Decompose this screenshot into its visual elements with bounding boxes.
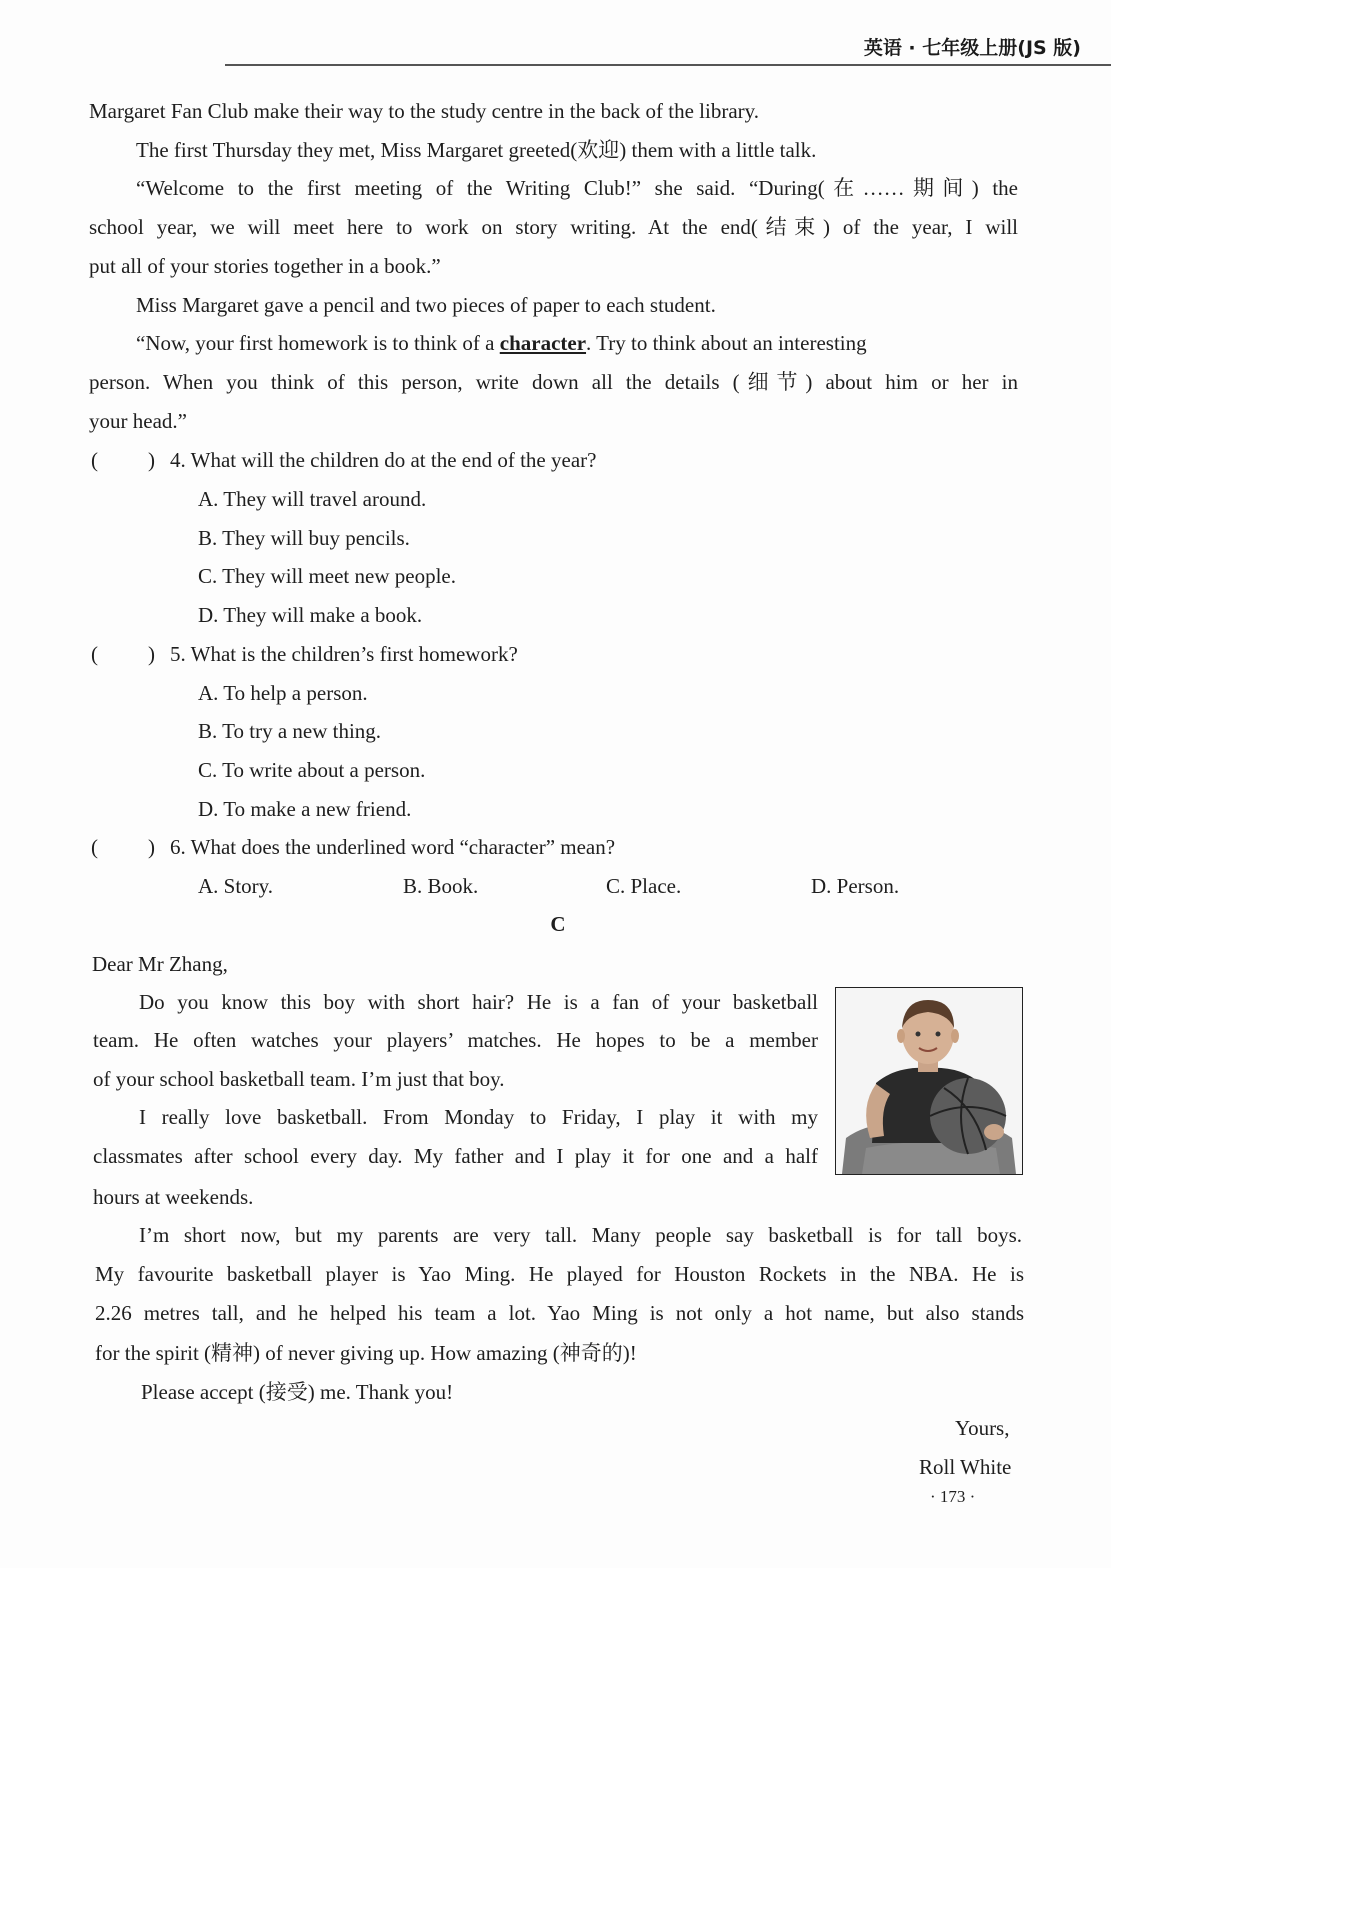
question-stem: 4. What will the children do at the end of the year? <box>170 448 597 472</box>
passage-b-line: person. When you think of this person, write down all the details (细节) about him or her in <box>89 370 1018 394</box>
boy-with-basketball-photo <box>835 987 1023 1175</box>
question-option: A. They will travel around. <box>198 487 427 511</box>
question-option: A. Story. <box>198 874 274 898</box>
letter-greeting: Dear Mr Zhang, <box>92 952 228 976</box>
letter-line: I really love basketball. From Monday to Friday, I play it with my <box>139 1105 818 1129</box>
letter-line: Please accept (接受) me. Thank you! <box>141 1380 454 1404</box>
question-option: A. To help a person. <box>198 681 368 705</box>
question-stem: 6. What does the underlined word “character” mean? <box>170 835 616 859</box>
letter-closing: Yours, <box>955 1416 1010 1440</box>
passage-b-line: your head.” <box>89 409 187 433</box>
header-title: 英语 · 七年级上册(JS 版) <box>863 37 1081 59</box>
letter-line: classmates after school every day. My father and I play it for one and a half <box>93 1144 818 1168</box>
question-option: D. Person. <box>811 874 900 898</box>
page-number: · 173 · <box>930 1487 976 1506</box>
passage-b-line: Miss Margaret gave a pencil and two pieces of paper to each student. <box>136 293 716 317</box>
question-option: B. To try a new thing. <box>198 719 382 743</box>
passage-text: . Try to think about an interesting <box>586 331 867 355</box>
section-heading: C <box>550 912 566 936</box>
passage-b-line: The first Thursday they met, Miss Margaret greeted(欢迎) them with a little talk. <box>136 138 817 162</box>
question-option: C. To write about a person. <box>198 758 426 782</box>
answer-bracket-close: ) <box>148 448 155 472</box>
passage-b-line: Margaret Fan Club make their way to the study centre in the back of the library. <box>89 99 760 123</box>
question-stem: 5. What is the children’s first homework? <box>170 642 518 666</box>
answer-bracket-open[interactable]: ( <box>91 835 98 859</box>
passage-b-line <box>136 329 1018 357</box>
letter-line: of your school basketball team. I’m just that boy. <box>93 1067 505 1091</box>
letter-signature: Roll White <box>919 1455 1012 1479</box>
letter-line: I’m short now, but my parents are very tall. Many people say basketball is for tall boys. <box>139 1223 1022 1247</box>
question-option: D. They will make a book. <box>198 603 423 627</box>
header-divider <box>225 64 1111 66</box>
passage-b-line: put all of your stories together in a book.” <box>89 254 441 278</box>
boy-with-basketball-illustration <box>836 988 1022 1174</box>
question-option: B. They will buy pencils. <box>198 526 410 550</box>
answer-bracket-open[interactable]: ( <box>91 642 98 666</box>
passage-b-line: school year, we will meet here to work on story writing. At the end(结束) of the year, I will <box>89 215 1018 239</box>
letter-line: hours at weekends. <box>93 1185 254 1209</box>
letter-line: 2.26 metres tall, and he helped his team a lot. Yao Ming is not only a hot name, but also stands <box>95 1301 1024 1325</box>
question-option: C. They will meet new people. <box>198 564 456 588</box>
passage-text: “Now, your first homework is to think of a <box>136 331 495 355</box>
question-option: B. Book. <box>403 874 479 898</box>
passage-b-line: “Welcome to the first meeting of the Writing Club!” she said. “During(在……期间) the <box>136 176 1018 200</box>
letter-line: team. He often watches your players’ matches. He hopes to be a member <box>93 1028 818 1052</box>
letter-line: for the spirit (精神) of never giving up. How amazing (神奇的)! <box>95 1341 637 1365</box>
letter-line: Do you know this boy with short hair? He is a fan of your basketball <box>139 990 818 1014</box>
question-option: C. Place. <box>606 874 682 898</box>
question-option: D. To make a new friend. <box>198 797 412 821</box>
underlined-word: character <box>499 331 587 355</box>
answer-bracket-close: ) <box>148 642 155 666</box>
letter-line: My favourite basketball player is Yao Ming. He played for Houston Rockets in the NBA. He is <box>95 1262 1024 1286</box>
answer-bracket-close: ) <box>148 835 155 859</box>
answer-bracket-open[interactable]: ( <box>91 448 98 472</box>
